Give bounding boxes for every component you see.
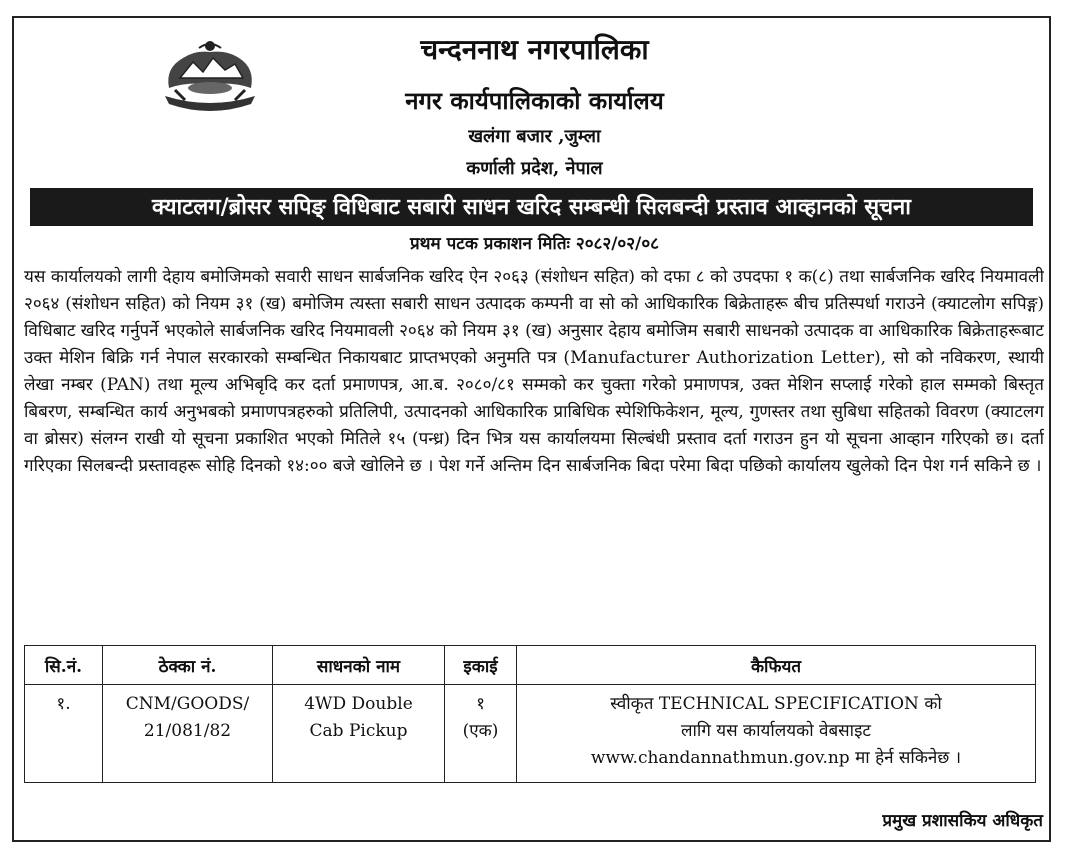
header-sn: सि.नं.: [25, 646, 103, 685]
cell-unit: [445, 685, 517, 783]
sn-value: १.: [56, 694, 71, 714]
cell-vehicle-name: [273, 685, 445, 783]
remarks-line: www.chandannathmun.gov.np मा हेर्न सकिनेछ ।: [590, 748, 962, 768]
table-row: [25, 685, 1036, 783]
vehicle-name-line: Cab Pickup: [309, 721, 408, 741]
table-header-row: [25, 646, 1036, 685]
unit-line: (एक): [462, 721, 499, 741]
office-name: चन्दननाथ नगरपालिका: [420, 33, 649, 66]
contract-no-line: CNM/GOODS/: [125, 694, 250, 714]
address-line-2: कर्णाली प्रदेश, नेपाल: [466, 158, 603, 179]
cell-sn: [25, 685, 103, 783]
address-line-1: खलंगा बजार ,जुम्ला: [468, 126, 601, 147]
notice-title-banner: क्याटलग/ब्रोसर सपिङ् विधिबाट सबारी साधन खरिद सम्बन्धी सिलबन्दी प्रस्ताव आव्हानको सूचना: [30, 188, 1033, 226]
header-unit: इकाई: [445, 646, 517, 685]
cell-contract-no: [103, 685, 273, 783]
office-subtitle: नगर कार्यपालिकाको कार्यालय: [405, 86, 664, 115]
header-remarks: कैफियत: [517, 646, 1036, 685]
items-table: [24, 645, 1036, 783]
notice-body: यस कार्यालयको लागी देहाय बमोजिमको सवारी साधन सार्बजनिक खरिद ऐन २०६३ (संशोधन सहित) को दफा ८ को उपदफा १ क(८) तथा सार्बजनिक खरिद नियमावली २०६४ (संशोधन सहित) को नियम ३१ (ख) बमोजिम त्यस्ता सबारी साधन उत्पादक कम्पनी वा सो को आधिकारिक बिक्रेताहरू बीच प्रतिस्पर्धा गराउने (क्याटलोग सपिङ्ग) विधिबाट खरिद गर्नुपर्ने भएकोले सार्बजनिक खरिद नियमावली २०६४ को नियम ३१ (ख) अनुसार देहाय बमोजिम सबारी साधनको उत्पादक वा आधिकारिक बिक्रेताहरूबाट उक्त मेशिन बिक्रि गर्न नेपाल सरकारको सम्बन्धित निकायबाट प्राप्तभएको अनुमति पत्र (Manufacturer Authorization Letter), सो को नविकरण, स्थायी लेखा नम्बर (PAN) तथा मूल्य अभिबृदि कर दर्ता प्रमाणपत्र, आ.ब. २०८०/८१ सम्मको कर चुक्ता गरेको प्रमाणपत्र, उक्त मेशिन सप्लाई गरेको हाल सम्मको बिस्तृत बिबरण, सम्बन्धित कार्य अनुभबको प्रमाणपत्रहरुको प्रतिलिपी, उत्पादनको आधिकारिक प्राबिधिक स्पेशिफिकेशन, मूल्य, गुणस्तर तथा सुबिधा सहितको विवरण (क्याटलग वा ब्रोसर) संलग्न राखी यो सूचना प्रकाशित भएको मितिले १५ (पन्ध्र) दिन भित्र यस कार्यालयमा सिल्बंधी प्रस्ताव दर्ता गराउन हुन यो सूचना आव्हान गरिएको छ। दर्ता गरिएका सिलबन्दी प्रस्तावहरू सोहि दिनको १४:०० बजे खोलिने छ । पेश गर्ने अन्तिम दिन सार्बजनिक बिदा परेमा बिदा पछिको कार्यालय खुलेको दिन पेश गर्न सकिने छ ।: [24, 267, 1044, 476]
publication-date: प्रथम पटक प्रकाशन मितिः २०८२/०२/०८: [409, 234, 660, 254]
remarks-line: लागि यस कार्यालयको वेबसाइट: [680, 721, 871, 741]
header-vehicle-name: साधनको नाम: [273, 646, 445, 685]
cell-remarks: [517, 685, 1036, 783]
vehicle-name-line: 4WD Double: [304, 694, 413, 714]
contract-no-line: 21/081/82: [143, 721, 232, 741]
signatory-title: प्रमुख प्रशासकिय अधिकृत: [882, 811, 1043, 831]
unit-line: १: [476, 694, 485, 714]
remarks-line: स्वीकृत TECHNICAL SPECIFICATION को: [610, 694, 942, 714]
header-contract-no: ठेक्का नं.: [103, 646, 273, 685]
